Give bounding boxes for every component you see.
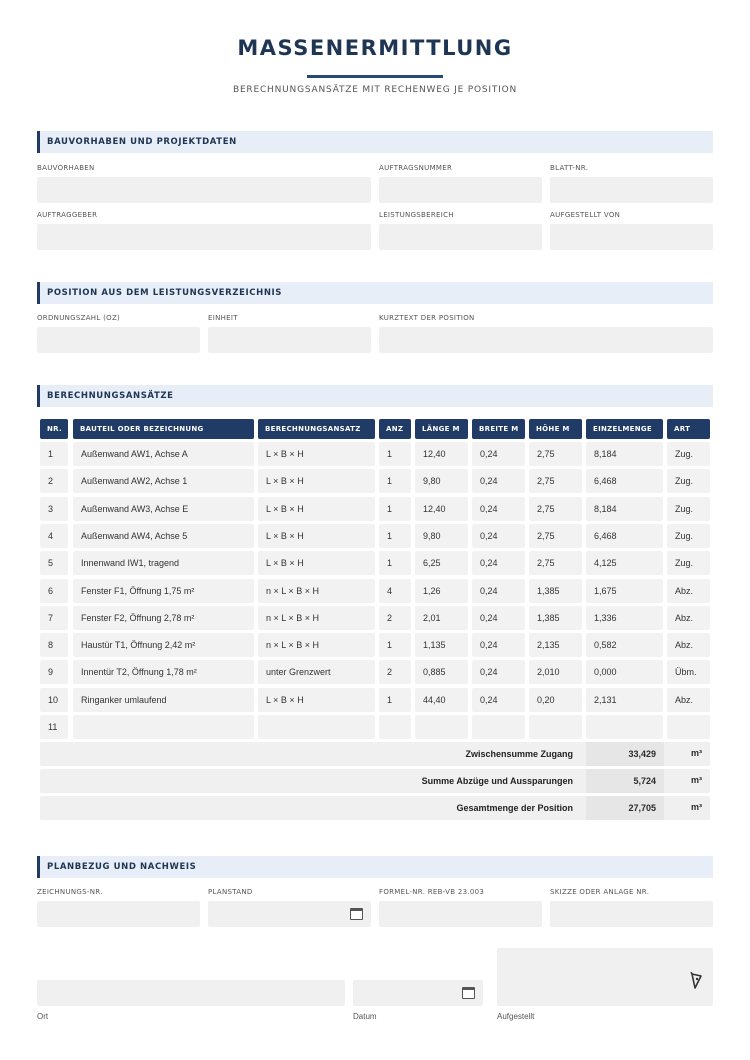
cell-einzelmenge[interactable]: 6,468 xyxy=(586,524,663,548)
cell-art[interactable]: Zug. xyxy=(667,497,710,521)
cell-anz[interactable]: 1 xyxy=(379,442,411,466)
cell-ansatz[interactable] xyxy=(258,715,375,739)
cell-bauteil[interactable]: Innentür T2, Öffnung 1,78 m² xyxy=(73,660,254,684)
calendar-icon[interactable] xyxy=(350,908,363,920)
summary-row-zugang xyxy=(40,742,710,766)
bauvorhaben-field[interactable] xyxy=(37,177,371,203)
cell-anz[interactable]: 2 xyxy=(379,660,411,684)
planstand-date-field[interactable] xyxy=(208,901,371,927)
cell-nr[interactable]: 9 xyxy=(40,660,68,684)
pen-signature-icon xyxy=(689,972,703,990)
cell-laenge[interactable]: 6,25 xyxy=(415,551,468,575)
label-einheit: EINHEIT xyxy=(208,314,238,322)
cell-art[interactable]: Zug. xyxy=(667,551,710,575)
table-header-col-breite: BREITE M xyxy=(472,419,525,439)
cell-breite[interactable]: 0,24 xyxy=(472,469,525,493)
cell-laenge[interactable]: 1,26 xyxy=(415,579,468,603)
section-calc-title: BERECHNUNGSANSÄTZE xyxy=(47,391,174,401)
cell-anz[interactable]: 4 xyxy=(379,579,411,603)
cell-art[interactable]: Abz. xyxy=(667,579,710,603)
cell-laenge[interactable]: 9,80 xyxy=(415,524,468,548)
kurztext-field[interactable] xyxy=(379,327,713,353)
cell-laenge[interactable] xyxy=(415,715,468,739)
section-project-title: BAUVORHABEN UND PROJEKTDATEN xyxy=(47,137,237,147)
label-ort: Ort xyxy=(37,1012,49,1021)
table-header-col-nr: NR. xyxy=(40,419,68,439)
summary-value: 33,429 xyxy=(628,749,656,759)
zeichnung-field[interactable] xyxy=(37,901,200,927)
label-aufgestellt: Aufgestellt xyxy=(497,1012,535,1021)
cell-einzelmenge[interactable]: 1,675 xyxy=(586,579,663,603)
cell-einzelmenge[interactable] xyxy=(586,715,663,739)
summary-value-box xyxy=(586,769,664,793)
cell-ansatz[interactable]: unter Grenzwert xyxy=(258,660,375,684)
cell-ansatz[interactable]: n × L × B × H xyxy=(258,579,375,603)
cell-breite[interactable]: 0,24 xyxy=(472,660,525,684)
cell-ansatz[interactable]: L × B × H xyxy=(258,497,375,521)
label-bauvorhaben: BAUVORHABEN xyxy=(37,164,95,172)
label-formel: FORMEL-NR. REB-VB 23.003 xyxy=(379,888,485,896)
cell-bauteil[interactable]: Ringanker umlaufend xyxy=(73,688,254,712)
cell-einzelmenge[interactable]: 4,125 xyxy=(586,551,663,575)
summary-row-abzuege xyxy=(40,769,710,793)
cell-ansatz[interactable]: n × L × B × H xyxy=(258,606,375,630)
cell-nr[interactable]: 3 xyxy=(40,497,68,521)
cell-nr[interactable]: 11 xyxy=(40,715,68,739)
table-header-col-anz: ANZ xyxy=(379,419,411,439)
cell-hoehe[interactable]: 2,75 xyxy=(529,497,582,521)
cell-einzelmenge[interactable]: 6,468 xyxy=(586,469,663,493)
cell-art[interactable]: Abz. xyxy=(667,633,710,657)
label-skizze: SKIZZE ODER ANLAGE NR. xyxy=(550,888,650,896)
cell-hoehe[interactable]: 2,75 xyxy=(529,551,582,575)
cell-anz[interactable]: 1 xyxy=(379,688,411,712)
cell-einzelmenge[interactable]: 1,336 xyxy=(586,606,663,630)
label-auftraggeber: AUFTRAGGEBER xyxy=(37,211,98,219)
label-oz: ORDNUNGSZAHL (OZ) xyxy=(37,314,121,322)
section-position-heading xyxy=(37,282,713,304)
cell-art[interactable]: Zug. xyxy=(667,442,710,466)
section-project-heading xyxy=(37,131,713,153)
cell-bauteil[interactable]: Innenwand IW1, tragend xyxy=(73,551,254,575)
summary-row-gesamt xyxy=(40,796,710,820)
cell-laenge[interactable]: 12,40 xyxy=(415,497,468,521)
cell-art[interactable]: Übm. xyxy=(667,660,710,684)
cell-nr[interactable]: 7 xyxy=(40,606,68,630)
label-datum: Datum xyxy=(353,1012,377,1021)
leistungsbereich-field[interactable] xyxy=(379,224,542,250)
cell-nr[interactable]: 2 xyxy=(40,469,68,493)
cell-breite[interactable]: 0,24 xyxy=(472,633,525,657)
cell-hoehe[interactable]: 2,010 xyxy=(529,660,582,684)
label-kurztext: KURZTEXT DER POSITION xyxy=(379,314,475,322)
cell-ansatz[interactable]: L × B × H xyxy=(258,551,375,575)
cell-laenge[interactable]: 12,40 xyxy=(415,442,468,466)
formel-field[interactable] xyxy=(379,901,542,927)
section-calc-heading xyxy=(37,385,713,407)
cell-ansatz[interactable]: L × B × H xyxy=(258,442,375,466)
cell-ansatz[interactable]: n × L × B × H xyxy=(258,633,375,657)
cell-laenge[interactable]: 44,40 xyxy=(415,688,468,712)
section-position-title: POSITION AUS DEM LEISTUNGSVERZEICHNIS xyxy=(47,288,283,298)
title-underline xyxy=(307,75,443,78)
cell-einzelmenge[interactable]: 0,582 xyxy=(586,633,663,657)
cell-breite[interactable] xyxy=(472,715,525,739)
cell-anz[interactable]: 1 xyxy=(379,633,411,657)
label-aufgestellt-von: AUFGESTELLT VON xyxy=(550,211,621,219)
cell-bauteil[interactable] xyxy=(73,715,254,739)
summary-label: Summe Abzüge und Aussparungen xyxy=(421,776,573,786)
cell-hoehe[interactable]: 1,385 xyxy=(529,606,582,630)
table-header-col-art: ART xyxy=(667,419,710,439)
auftragsnummer-field[interactable] xyxy=(379,177,542,203)
calendar-icon[interactable] xyxy=(462,987,475,999)
signature-field[interactable] xyxy=(497,948,713,1006)
cell-bauteil[interactable]: Außenwand AW3, Achse E xyxy=(73,497,254,521)
cell-laenge[interactable]: 0,885 xyxy=(415,660,468,684)
cell-bauteil[interactable]: Außenwand AW2, Achse 1 xyxy=(73,469,254,493)
document-title: MASSENERMITTLUNG xyxy=(237,36,513,60)
cell-anz[interactable]: 1 xyxy=(379,551,411,575)
label-auftragsnummer: AUFTRAGSNUMMER xyxy=(379,164,453,172)
table-header-col-ansatz: BERECHNUNGSANSATZ xyxy=(258,419,375,439)
summary-value-box xyxy=(586,742,664,766)
cell-ansatz[interactable]: L × B × H xyxy=(258,524,375,548)
cell-anz[interactable]: 2 xyxy=(379,606,411,630)
cell-art[interactable]: Zug. xyxy=(667,524,710,548)
cell-bauteil[interactable]: Haustür T1, Öffnung 2,42 m² xyxy=(73,633,254,657)
cell-anz[interactable] xyxy=(379,715,411,739)
auftraggeber-field[interactable] xyxy=(37,224,371,250)
cell-hoehe[interactable]: 0,20 xyxy=(529,688,582,712)
cell-breite[interactable]: 0,24 xyxy=(472,442,525,466)
summary-label: Zwischensumme Zugang xyxy=(465,749,573,759)
cell-art[interactable]: Abz. xyxy=(667,688,710,712)
document-subtitle: BERECHNUNGSANSÄTZE MIT RECHENWEG JE POSITION xyxy=(232,85,518,95)
cell-bauteil[interactable]: Außenwand AW4, Achse 5 xyxy=(73,524,254,548)
summary-label: Gesamtmenge der Position xyxy=(456,803,573,813)
cell-art[interactable] xyxy=(667,715,710,739)
aufgestellt-von-field[interactable] xyxy=(550,224,713,250)
cell-laenge[interactable]: 1,135 xyxy=(415,633,468,657)
oz-field[interactable] xyxy=(37,327,200,353)
cell-hoehe[interactable]: 2,75 xyxy=(529,469,582,493)
summary-value-box xyxy=(586,796,664,820)
label-planstand: PLANSTAND xyxy=(208,888,253,896)
cell-nr[interactable]: 10 xyxy=(40,688,68,712)
cell-einzelmenge[interactable]: 2,131 xyxy=(586,688,663,712)
cell-laenge[interactable]: 2,01 xyxy=(415,606,468,630)
cell-breite[interactable]: 0,24 xyxy=(472,579,525,603)
cell-nr[interactable]: 6 xyxy=(40,579,68,603)
summary-value: 5,724 xyxy=(633,776,656,786)
cell-ansatz[interactable]: L × B × H xyxy=(258,688,375,712)
cell-hoehe[interactable]: 2,75 xyxy=(529,442,582,466)
label-zeichnung: ZEICHNUNGS-NR. xyxy=(37,888,103,896)
label-leistungsbereich: LEISTUNGSBEREICH xyxy=(379,211,454,219)
cell-einzelmenge[interactable]: 8,184 xyxy=(586,497,663,521)
blatt-field[interactable] xyxy=(550,177,713,203)
einheit-field[interactable] xyxy=(208,327,371,353)
section-plan-heading xyxy=(37,856,713,878)
cell-bauteil[interactable]: Außenwand AW1, Achse A xyxy=(73,442,254,466)
cell-anz[interactable]: 1 xyxy=(379,497,411,521)
cell-hoehe[interactable]: 1,385 xyxy=(529,579,582,603)
cell-einzelmenge[interactable]: 0,000 xyxy=(586,660,663,684)
summary-unit: m³ xyxy=(691,748,702,758)
cell-ansatz[interactable]: L × B × H xyxy=(258,469,375,493)
section-plan-title: PLANBEZUG UND NACHWEIS xyxy=(47,862,197,872)
ort-field[interactable] xyxy=(37,980,345,1006)
datum-date-field[interactable] xyxy=(353,980,483,1006)
summary-unit: m³ xyxy=(691,802,702,812)
cell-breite[interactable]: 0,24 xyxy=(472,688,525,712)
skizze-field[interactable] xyxy=(550,901,713,927)
cell-breite[interactable]: 0,24 xyxy=(472,497,525,521)
table-header-col-hoehe: HÖHE M xyxy=(529,419,582,439)
cell-hoehe[interactable] xyxy=(529,715,582,739)
cell-nr[interactable]: 8 xyxy=(40,633,68,657)
cell-nr[interactable]: 4 xyxy=(40,524,68,548)
cell-nr[interactable]: 1 xyxy=(40,442,68,466)
cell-breite[interactable]: 0,24 xyxy=(472,551,525,575)
cell-art[interactable]: Zug. xyxy=(667,469,710,493)
cell-nr[interactable]: 5 xyxy=(40,551,68,575)
table-header-col-laenge: LÄNGE M xyxy=(415,419,468,439)
cell-breite[interactable]: 0,24 xyxy=(472,524,525,548)
summary-unit: m³ xyxy=(691,775,702,785)
cell-anz[interactable]: 1 xyxy=(379,469,411,493)
summary-value: 27,705 xyxy=(628,803,656,813)
cell-hoehe[interactable]: 2,135 xyxy=(529,633,582,657)
label-blatt: BLATT-NR. xyxy=(550,164,589,172)
cell-laenge[interactable]: 9,80 xyxy=(415,469,468,493)
cell-hoehe[interactable]: 2,75 xyxy=(529,524,582,548)
cell-bauteil[interactable]: Fenster F2, Öffnung 2,78 m² xyxy=(73,606,254,630)
table-header-col-bauteil: BAUTEIL ODER BEZEICHNUNG xyxy=(73,419,254,439)
table-header-col-einzelmenge: EINZELMENGE xyxy=(586,419,663,439)
cell-anz[interactable]: 1 xyxy=(379,524,411,548)
cell-art[interactable]: Abz. xyxy=(667,606,710,630)
cell-breite[interactable]: 0,24 xyxy=(472,606,525,630)
cell-einzelmenge[interactable]: 8,184 xyxy=(586,442,663,466)
cell-bauteil[interactable]: Fenster F1, Öffnung 1,75 m² xyxy=(73,579,254,603)
